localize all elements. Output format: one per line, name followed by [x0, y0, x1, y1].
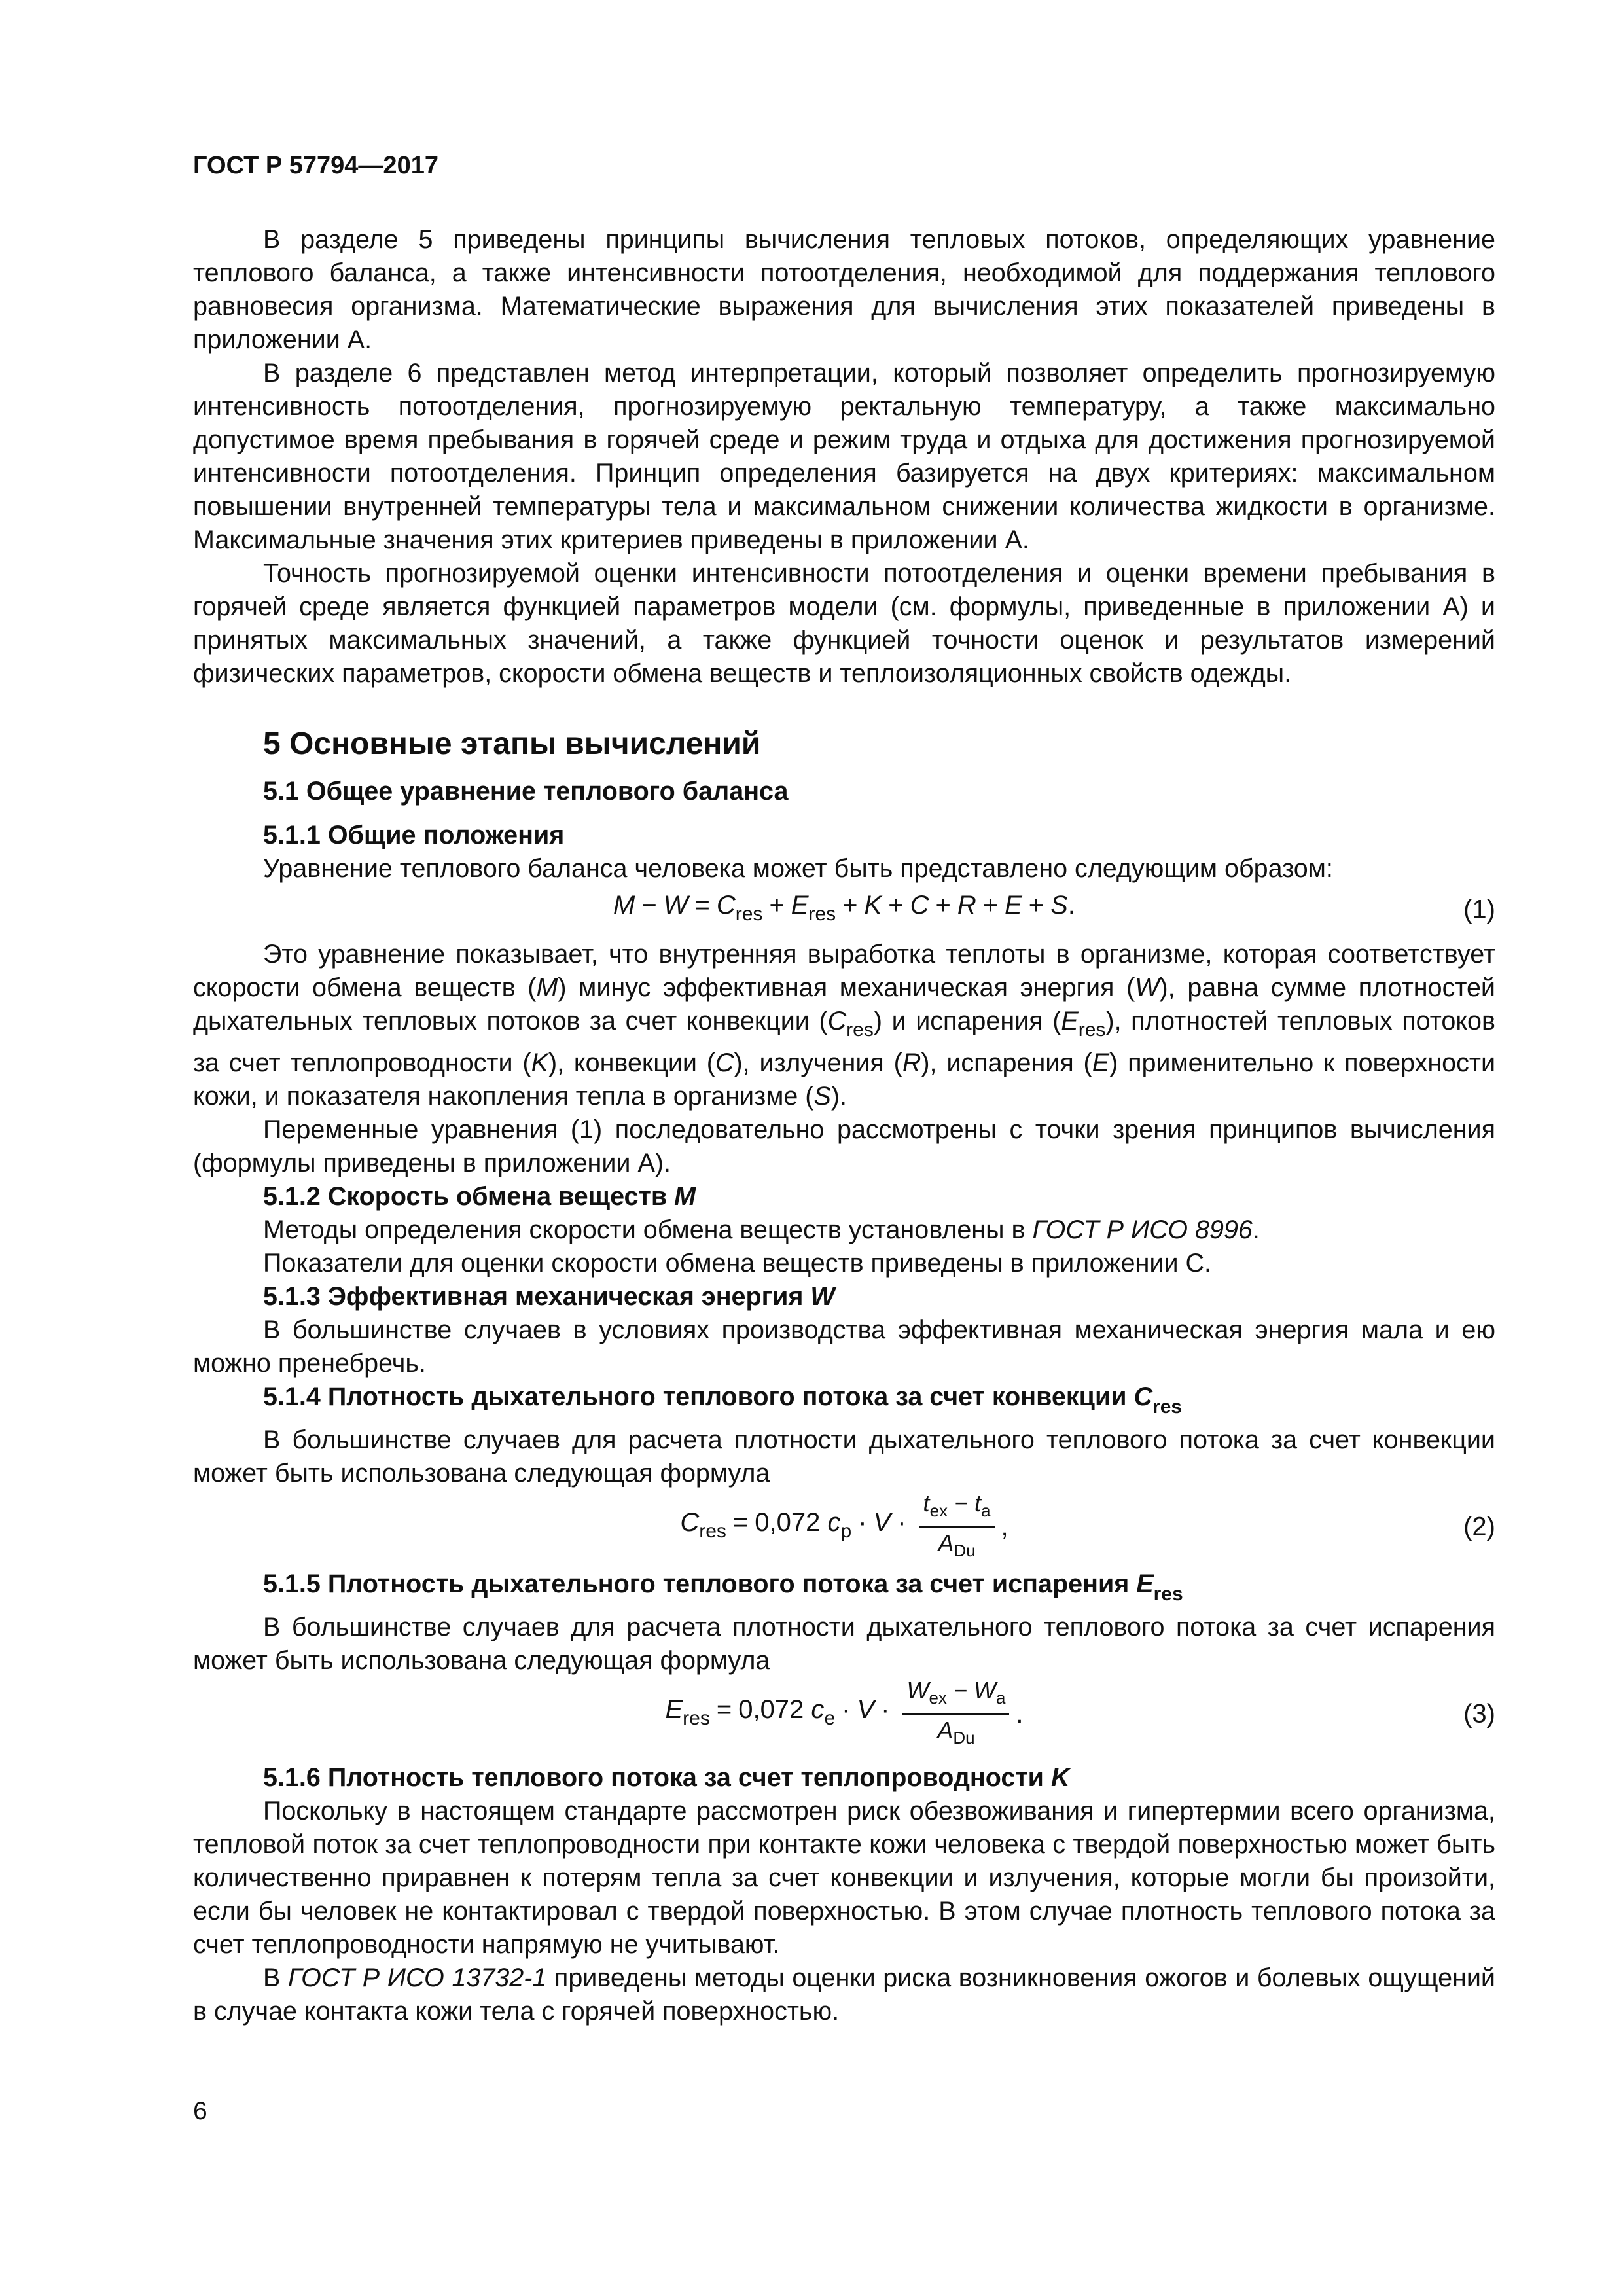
intro-paragraph-1: В разделе 5 приведены принципы вычисления тепловых потоков, определяющих уравнение теплового баланса, а также интенсивности потоотделения, необходимой для поддержания теплового равновесия организма. Математические выражения для вычисления этих показателей приведены в приложении А. — [193, 225, 1495, 354]
section-5-1-3-text: В большинстве случаев в условиях производства эффективная механическая энергия мала и ею можно пренебречь. — [193, 1316, 1495, 1378]
section-5-1-5-title: 5.1.5 Плотность дыхательного теплового потока за счет испарения $E_{res}$ — [263, 1570, 1183, 1605]
section-5-1-1-paragraph-2: Переменные уравнения (1) последовательно рассмотрены с точки зрения принципов вычисления (формулы приведены в приложении А). — [193, 1115, 1495, 1177]
section-5-1-1-paragraph-1: Это уравнение показывает, что внутренняя выработка теплоты в организме, которая соответствует скорости обмена веществ (M) минус эффективная механическая энергия (W), равна сумме плотностей дыхательных тепловых потоков за счет конвекции $(C_{res})$ и испарения $(E_{res})$, плотностей тепловых потоков за счет теплопроводности (K), конвекции (C), излучения (R), испарения (E) применительно к поверхности кожи, и показателя накопления тепла в организме (S). — [193, 940, 1496, 1111]
section-5-1-1-lead: Уравнение теплового баланса человека может быть представлено следующим образом: — [263, 854, 1333, 883]
equation-3-number: (3) — [1463, 1699, 1495, 1729]
section-5-1-3-title: 5.1.3 Эффективная механическая энергия W — [263, 1282, 835, 1311]
equation-2-number: (2) — [1463, 1512, 1495, 1541]
section-5-1-2-line-2: Показатели для оценки скорости обмена веществ приведены в приложении С. — [263, 1249, 1212, 1278]
section-5-1-1-title: 5.1.1 Общие положения — [263, 821, 565, 850]
section-5-1-6-paragraph-2: В ГОСТ Р ИСО 13732-1 приведены методы оценки риска возникновения ожогов и болевых ощущений в случае контакта кожи тела с горячей поверхностью. — [193, 1964, 1495, 2026]
section-5-1-2-line-1: Методы определения скорости обмена веществ установлены в ГОСТ Р ИСО 8996. — [263, 1215, 1260, 1244]
section-5-title: 5 Основные этапы вычислений — [263, 726, 761, 761]
section-5-1-4-text: В большинстве случаев для расчета плотности дыхательного теплового потока за счет конвекции может быть использована следующая формула — [193, 1426, 1495, 1488]
equation-2-fraction: $\frac{t_{ex} - t_a}{A_{Du}}$ — [919, 1489, 995, 1565]
equation-3: $E_{res} = 0,072$ $c_e \cdot V$ · $\frac{W_{ex} - W_a}{A_{Du}}$ . (3) — [193, 1677, 1495, 1751]
equation-1 — [193, 887, 1495, 933]
page-number: 6 — [193, 2097, 207, 2125]
equation-1-number: (1) — [1463, 895, 1495, 924]
section-5-1-2-title: 5.1.2 Скорость обмена веществ M — [263, 1182, 696, 1211]
reference-gost-8996: ГОСТ Р ИСО 8996 — [1032, 1215, 1253, 1244]
equation-3-body: $E_{res} = 0,072$ $c_e \cdot V$ · — [665, 1695, 890, 1729]
section-5-1-4-title: 5.1.4 Плотность дыхательного теплового потока за счет конвекции $C_{res}$ — [263, 1382, 1183, 1418]
equation-3-fraction: $\frac{W_{ex} - W_a}{A_{Du}}$ — [902, 1676, 1009, 1752]
intro-paragraph-3: Точность прогнозируемой оценки интенсивности потоотделения и оценки времени пребывания в горячей среде является функцией параметров модели (см. формулы, приведенные в приложении А) и принятых максимальных значений, а также функцией точности оценок и результатов измерений физических параметров, скорости обмена веществ и теплоизоляционных свойств одежды. — [193, 559, 1495, 688]
equation-1-body: $M - W = C_{res} + E_{res} + K + C + R + E + S$. — [613, 891, 1075, 925]
section-5-1-5-text: В большинстве случаев для расчета плотности дыхательного теплового потока за счет испарения может быть использована следующая формула — [193, 1613, 1495, 1675]
document-header: ГОСТ Р 57794—2017 — [193, 152, 438, 179]
intro-paragraph-2: В разделе 6 представлен метод интерпретации, который позволяет определить прогнозируемую интенсивность потоотделения, прогнозируемую ректальную температуру, а также максимально допустимое время пребывания в горячей среде и режим труда и отдыха для достижения прогнозируемой интенсивности потоотделения. Принцип определения базируется на двух критериях: максимальном повышении внутренней температуры тела и максимальном снижении количества жидкости в организме. Максимальные значения этих критериев приведены в приложении А. — [193, 359, 1495, 554]
section-5-1-6-paragraph-1: Поскольку в настоящем стандарте рассмотрен риск обезвоживания и гипертермии всего организма, тепловой поток за счет теплопроводности при контакте кожи человека с твердой поверхностью может быть количественно приравнен к потерям тепла за счет конвекции и излучения, которые могли бы произойти, если бы человек не контактировал с твердой поверхностью. В этом случае плотность теплового потока за счет теплопроводности напрямую не учитывают. — [193, 1797, 1495, 1959]
section-5-1-6-title: 5.1.6 Плотность теплового потока за счет теплопроводности K — [263, 1763, 1070, 1792]
equation-2: $C_{res} = 0,072$ $c_p \cdot V$ · $\frac{t_{ex} - t_a}{A_{Du}}$ , (2) — [193, 1490, 1495, 1564]
section-5-1-title: 5.1 Общее уравнение теплового баланса — [263, 777, 789, 806]
equation-2-body: $C_{res} = 0,072$ $c_p \cdot V$ · — [680, 1508, 906, 1542]
reference-gost-13732-1: ГОСТ Р ИСО 13732-1 — [287, 1964, 547, 1992]
